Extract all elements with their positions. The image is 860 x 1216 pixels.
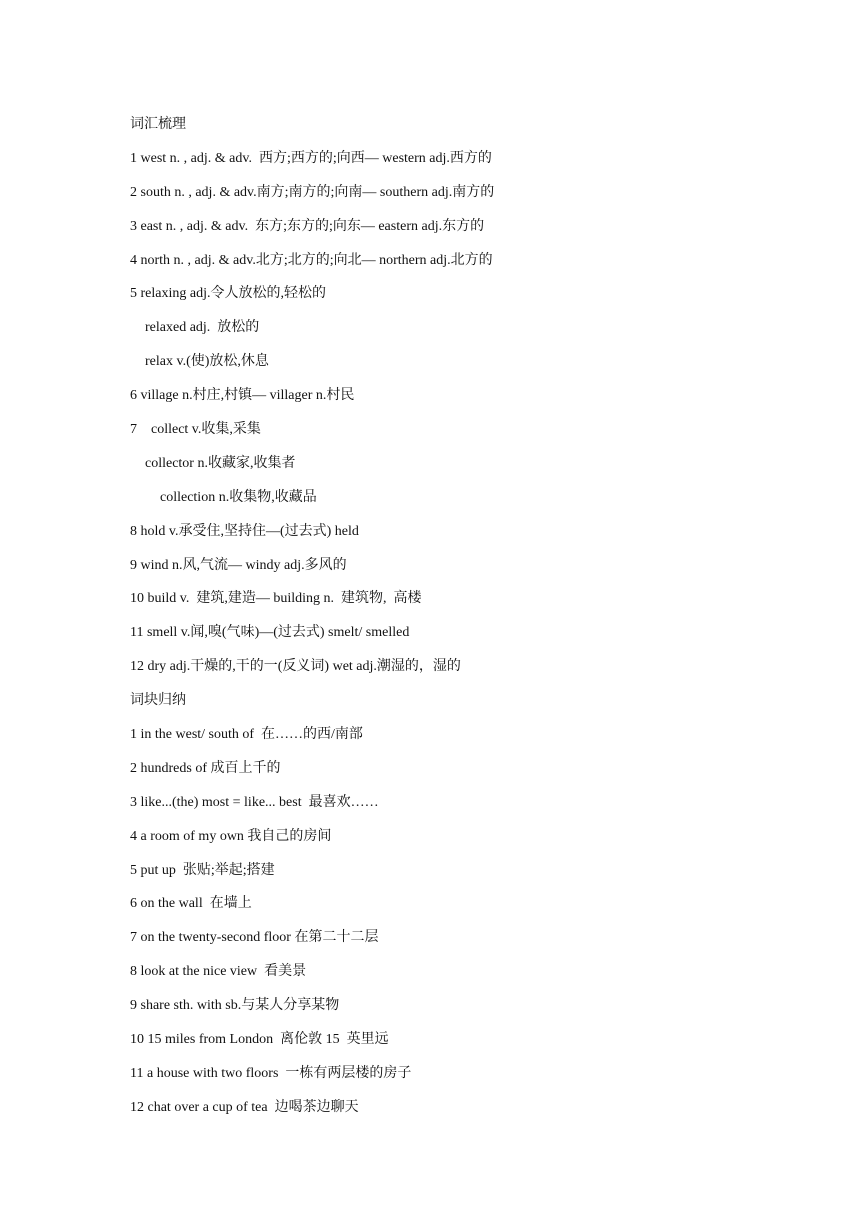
vocab-item-9: 9 wind n.风,气流— windy adj.多风的 <box>130 557 347 573</box>
document-content <box>130 108 770 1125</box>
phrase-item-4: 4 a room of my own 我自己的房间 <box>130 828 332 844</box>
phrase-item-8: 8 look at the nice view 看美景 <box>130 964 307 980</box>
vocab-item-1: 1 west n. , adj. & adv. 西方;西方的;向西— western adj.西方的 <box>130 150 492 166</box>
phrase-item-2: 2 hundreds of 成百上千的 <box>130 760 281 776</box>
vocab-item-10: 10 build v. 建筑,建造— building n. 建筑物, 高楼 <box>130 591 422 607</box>
vocab-heading: 词汇梳理 <box>130 117 186 132</box>
phrase-heading: 词块归纳 <box>130 693 186 709</box>
vocab-item-12: 12 dry adj.干燥的,干的一(反义词) wet adj.潮湿的，湿的 <box>130 659 461 675</box>
vocab-item-2: 2 south n. , adj. & adv.南方;南方的;向南— southern adj.南方的 <box>130 184 495 200</box>
vocab-item-5: 5 relaxing adj.令人放松的,轻松的 <box>130 286 326 302</box>
vocab-item-3: 3 east n. , adj. & adv. 东方;东方的;向东— eastern adj.东方的 <box>130 218 485 234</box>
phrase-item-7: 7 on the twenty-second floor 在第二十二层 <box>130 930 379 946</box>
vocab-item-5-relaxed: relaxed adj. 放松的 <box>145 320 260 336</box>
phrase-item-10: 10 15 miles from London 离伦敦 15 英里远 <box>130 1032 389 1048</box>
vocab-item-5-relax: relax v.(使)放松,休息 <box>145 354 269 370</box>
phrase-item-9: 9 share sth. with sb.与某人分享某物 <box>130 998 340 1014</box>
vocab-item-7: 7 collect v.收集,采集 <box>130 422 261 438</box>
phrase-item-3: 3 like...(the) most = like... best 最喜欢…… <box>130 794 379 810</box>
phrase-item-12: 12 chat over a cup of tea 边喝茶边聊天 <box>130 1099 359 1115</box>
vocab-item-8: 8 hold v.承受住,坚持住—(过去式) held <box>130 523 359 539</box>
vocab-item-4: 4 north n. , adj. & adv.北方;北方的;向北— northern adj.北方的 <box>130 252 493 268</box>
phrase-item-6: 6 on the wall 在墙上 <box>130 896 252 912</box>
phrase-item-5: 5 put up 张贴;举起;搭建 <box>130 862 275 878</box>
phrase-item-11: 11 a house with two floors 一栋有两层楼的房子 <box>130 1065 412 1081</box>
phrase-item-1: 1 in the west/ south of 在……的西/南部 <box>130 727 363 743</box>
vocab-item-7-collector: collector n.收藏家,收集者 <box>145 455 296 471</box>
vocab-item-11: 11 smell v.闻,嗅(气味)—(过去式) smelt/ smelled <box>130 625 410 641</box>
vocab-item-7-collection: collection n.收集物,收藏品 <box>160 489 317 505</box>
vocab-item-6: 6 village n.村庄,村镇— villager n.村民 <box>130 388 355 404</box>
